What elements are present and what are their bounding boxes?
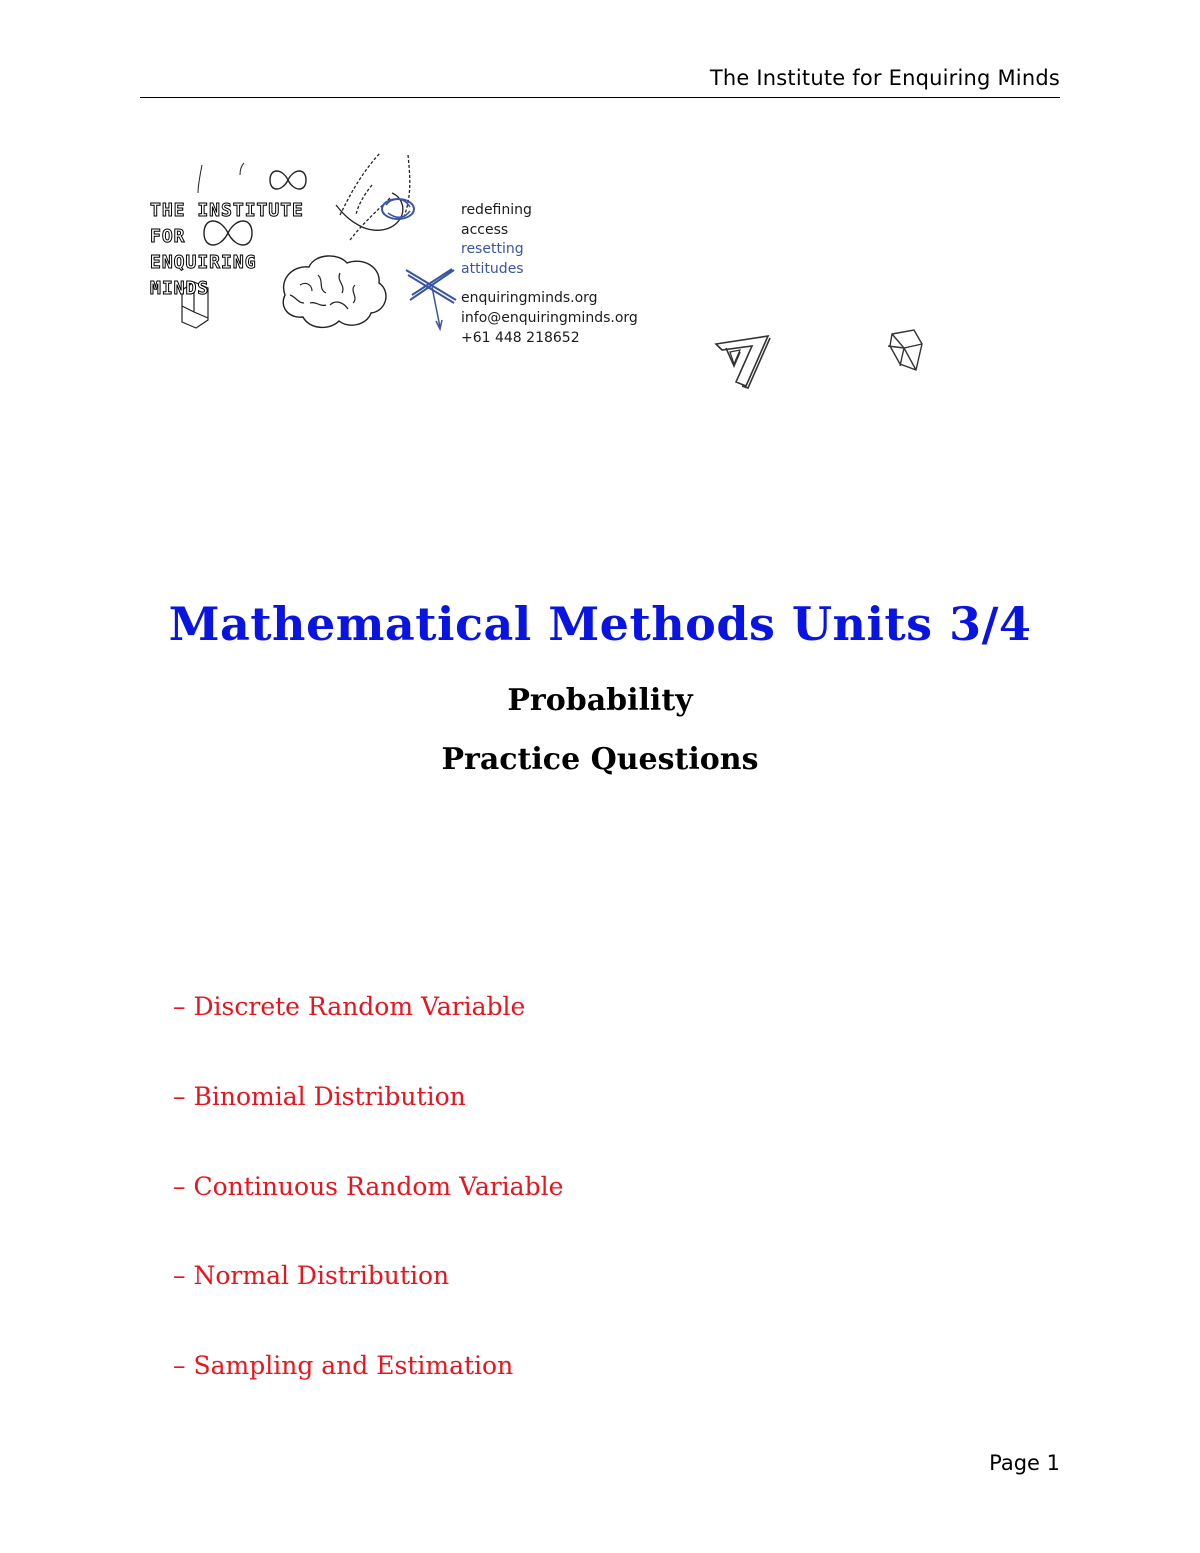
page-title: Mathematical Methods Units 3/4 <box>168 597 1032 651</box>
tagline-word: resetting <box>461 241 524 257</box>
document-kind-heading: Practice Questions <box>441 742 759 777</box>
topic-label: Discrete Random Variable <box>193 992 526 1021</box>
list-dash: – <box>173 1351 186 1380</box>
topic-label: Sampling and Estimation <box>193 1351 514 1380</box>
tagline-word: access <box>461 221 509 238</box>
logo-word-line: THE INSTITUTE <box>150 200 304 221</box>
email-link[interactable]: info@enquiringminds.org <box>461 310 638 326</box>
list-dash: – <box>173 1172 186 1201</box>
institute-logo-illustration <box>140 145 470 345</box>
topic-list-item <box>173 1351 513 1380</box>
contact-block <box>461 288 638 348</box>
website-link[interactable]: enquiringminds.org <box>461 290 598 306</box>
logo-tagline <box>461 201 532 279</box>
subject-heading: Probability <box>507 683 693 718</box>
topic-label: Continuous Random Variable <box>193 1172 564 1201</box>
page-number: Page 1 <box>989 1451 1060 1475</box>
topic-list-item <box>173 992 525 1021</box>
logo-word-line: ENQUIRING <box>150 252 257 273</box>
list-dash: – <box>173 1261 186 1290</box>
topic-list-item <box>173 1172 563 1201</box>
tagline-word: redefining <box>461 202 532 218</box>
impossible-triangle-icon <box>712 330 776 392</box>
topic-list-item <box>173 1082 466 1111</box>
topic-list-item <box>173 1261 449 1290</box>
logo-word-line: FOR <box>150 226 186 247</box>
list-dash: – <box>173 1082 186 1111</box>
tagline-word: attitudes <box>461 260 524 277</box>
topic-label: Normal Distribution <box>193 1261 450 1290</box>
phone-number: +61 448 218652 <box>461 330 580 346</box>
header-rule <box>140 97 1060 98</box>
polyhedron-icon <box>886 326 926 376</box>
topic-label: Binomial Distribution <box>193 1082 466 1111</box>
running-header-title: The Institute for Enquiring Minds <box>709 66 1060 90</box>
list-dash: – <box>173 992 186 1021</box>
logo-word-line: MINDS <box>150 278 210 299</box>
